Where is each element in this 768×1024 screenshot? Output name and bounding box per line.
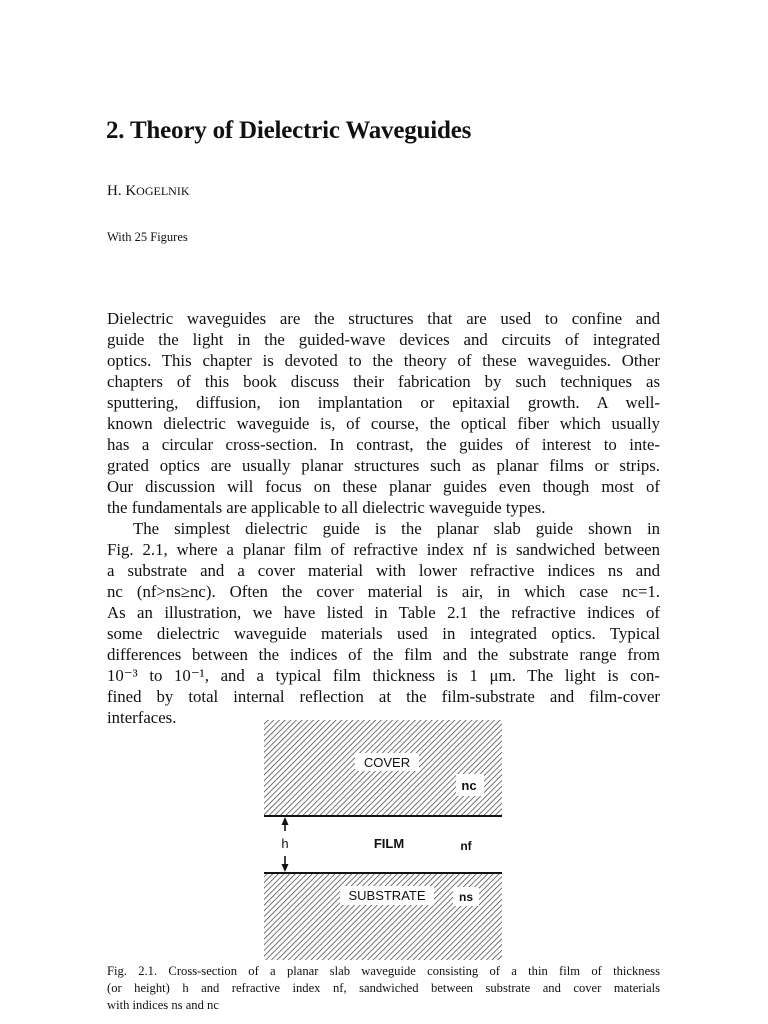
- figure-count: With 25 Figures: [107, 230, 188, 244]
- slab-waveguide-diagram: [262, 720, 506, 960]
- body-line: some dielectric waveguide materials used in integrated optics. Typical: [107, 624, 660, 643]
- chapter-title: 2. Theory of Dielectric Waveguides: [106, 117, 472, 144]
- caption-line: (or height) h and refractive index nf, sandwiched between substrate and cover materials: [107, 981, 660, 995]
- cover-index: nc: [461, 778, 477, 793]
- body-line: sputtering, diffusion, ion implantation or epitaxial growth. A well-: [107, 393, 660, 412]
- film-index: nf: [460, 839, 472, 853]
- body-line: known dielectric waveguide is, of course, the optical fiber which usually: [107, 414, 660, 433]
- caption-line: with indices ns and nc: [107, 998, 219, 1012]
- body-line: guide the light in the guided-wave devices and circuits of integrated: [107, 330, 660, 349]
- cover-label: COVER: [363, 755, 411, 770]
- body-line: Fig. 2.1, where a planar film of refractive index nf is sandwiched between: [107, 540, 660, 559]
- body-line: As an illustration, we have listed in Table 2.1 the refractive indices of: [107, 603, 660, 622]
- caption-line: Fig. 2.1. Cross-section of a planar slab waveguide consisting of a thin film of thickness: [107, 964, 660, 978]
- body-line: differences between the indices of the film and the substrate range from: [107, 645, 660, 664]
- body-line: nc (nf>ns≥nc). Often the cover material is air, in which case nc=1.: [107, 582, 660, 601]
- substrate-label: SUBSTRATE: [348, 888, 426, 903]
- body-line: the fundamentals are applicable to all dielectric waveguide types.: [107, 498, 546, 517]
- body-line: optics. This chapter is devoted to the theory of these waveguides. Other: [107, 351, 660, 370]
- body-line: fined by total internal reflection at the film-substrate and film-cover: [107, 687, 660, 706]
- body-line: The simplest dielectric guide is the planar slab guide shown in: [133, 519, 660, 538]
- body-line: 10⁻³ to 10⁻¹, and a typical film thickness is 1 μm. The light is con-: [107, 666, 660, 685]
- body-line: chapters of this book discuss their fabrication by such techniques as: [107, 372, 660, 391]
- body-line: grated optics are usually planar structures such as planar films or strips.: [107, 456, 660, 475]
- body-line: a substrate and a cover material with lower refractive indices ns and: [107, 561, 660, 580]
- film-label: FILM: [373, 836, 405, 851]
- substrate-index: ns: [458, 890, 474, 904]
- body-line: interfaces.: [107, 708, 177, 727]
- thickness-label: h: [281, 836, 289, 851]
- body-line: Dielectric waveguides are the structures that are used to confine and: [107, 309, 660, 328]
- author-smallcaps: OGELNIK: [136, 184, 190, 198]
- author: [107, 183, 190, 200]
- body-line: Our discussion will focus on these planar guides even though most of: [107, 477, 660, 496]
- body-line: has a circular cross-section. In contrast, the guides of interest to inte-: [107, 435, 660, 454]
- slab-waveguide-figure: [262, 720, 506, 960]
- author-initial: H. K: [107, 183, 137, 199]
